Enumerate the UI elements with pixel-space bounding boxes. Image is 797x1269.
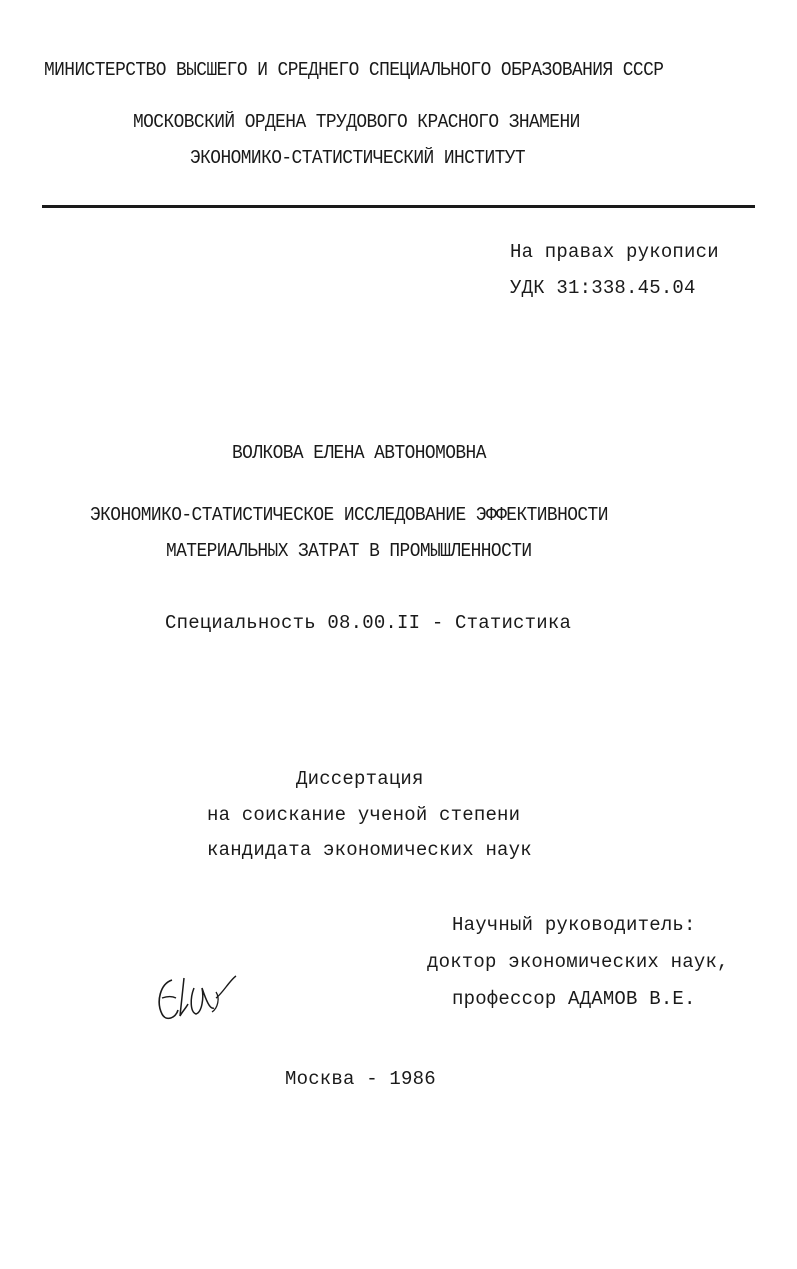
udk-code: УДК 31:338.45.04 bbox=[510, 277, 696, 299]
dissertation-label: Диссертация bbox=[296, 768, 424, 790]
author-name: ВОЛКОВА ЕЛЕНА АВТОНОМОВНА bbox=[232, 442, 486, 464]
ministry-line: МИНИСТЕРСТВО ВЫСШЕГО И СРЕДНЕГО СПЕЦИАЛЬНОГО ОБРАЗОВАНИЯ СССР bbox=[44, 59, 664, 81]
supervisor-name: профессор АДАМОВ В.Е. bbox=[452, 988, 696, 1010]
handwritten-signature bbox=[150, 968, 240, 1028]
dissertation-degree: кандидата экономических наук bbox=[207, 839, 532, 861]
supervisor-label: Научный руководитель: bbox=[452, 914, 696, 936]
title-line-1: ЭКОНОМИКО-СТАТИСТИЧЕСКОЕ ИССЛЕДОВАНИЕ ЭФФЕКТИВНОСТИ bbox=[90, 504, 608, 526]
dissertation-purpose: на соискание ученой степени bbox=[207, 804, 521, 826]
header-divider bbox=[42, 205, 755, 208]
city-year: Москва - 1986 bbox=[285, 1068, 436, 1090]
institute-line-1: МОСКОВСКИЙ ОРДЕНА ТРУДОВОГО КРАСНОГО ЗНАМЕНИ bbox=[133, 111, 580, 133]
specialty: Специальность 08.00.II - Статистика bbox=[165, 612, 572, 634]
supervisor-degree: доктор экономических наук, bbox=[427, 951, 729, 973]
manuscript-rights: На правах рукописи bbox=[510, 241, 719, 263]
title-line-2: МАТЕРИАЛЬНЫХ ЗАТРАТ В ПРОМЫШЛЕННОСТИ bbox=[166, 540, 532, 562]
institute-line-2: ЭКОНОМИКО-СТАТИСТИЧЕСКИЙ ИНСТИТУТ bbox=[190, 147, 526, 169]
